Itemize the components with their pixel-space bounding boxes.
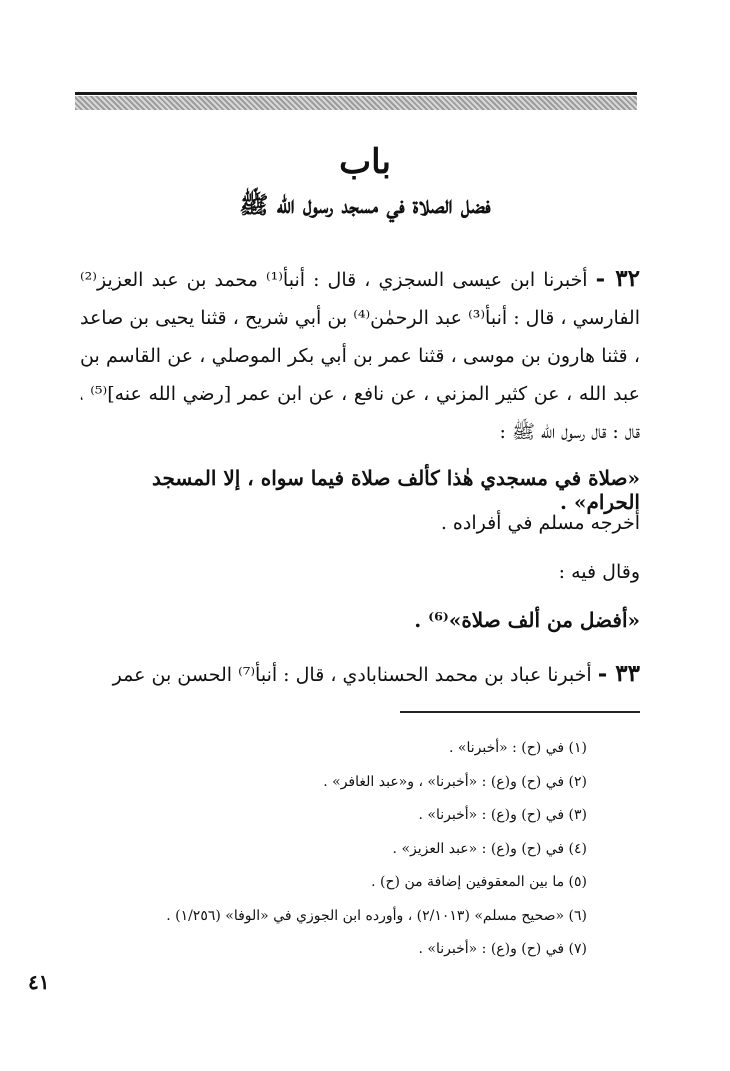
hadith-32-paragraph bbox=[80, 260, 640, 451]
footnote-3: (٣) في (ح) و(ع) : «أخبرنا» . bbox=[418, 807, 587, 823]
footnote-4: (٤) في (ح) و(ع) : «عبد العزيز» . bbox=[392, 840, 587, 857]
footnote-5: (٥) ما بين المعقوفين إضافة من (ح) . bbox=[371, 874, 587, 890]
header-ornament-band bbox=[75, 96, 637, 110]
footnote-6: (٦) «صحيح مسلم» (٢/١٠١٣) ، وأورده ابن الجوزي في «الوفا» (١/٢٥٦) . bbox=[166, 907, 587, 924]
footnote-separator bbox=[400, 711, 640, 713]
chapter-heading: باب bbox=[339, 142, 391, 182]
footnotes bbox=[137, 732, 587, 967]
hadith-33-paragraph bbox=[80, 660, 640, 687]
footnote-2: (٢) في (ح) و(ع) : «أخبرنا» ، و«عبد الغافر» . bbox=[323, 773, 587, 790]
footnote-7: (٧) في (ح) و(ع) : «أخبرنا» . bbox=[418, 941, 587, 957]
hadith-33-number: ٣٣ - bbox=[597, 660, 640, 687]
hadith-32-quote: «صلاة في مسجدي هٰذا كألف صلاة فيما سواه ، إلا المسجد الحرام» . bbox=[151, 466, 640, 514]
page-number: ٤١ bbox=[28, 970, 50, 994]
header-rule bbox=[75, 92, 637, 95]
hadith-32-variant: «أفضل من ألف صلاة»⁽⁶⁾ . bbox=[414, 608, 640, 632]
hadith-32-said: وقال فيه : bbox=[558, 561, 640, 583]
hadith-32-number: ٣٢ - bbox=[595, 265, 640, 292]
footnote-1: (١) في (ح) : «أخبرنا» . bbox=[449, 740, 587, 756]
chapter-title: فضل الصلاة في مسجد رسول الله ﷺ bbox=[239, 190, 491, 219]
hadith-33-text: أخبرنا عباد بن محمد الحسنابادي ، قال : أنبأ⁽⁷⁾ الحسن بن عمر bbox=[112, 664, 592, 686]
hadith-32-text: أخبرنا ابن عيسى السجزي ، قال : أنبأ⁽¹⁾ محمد بن عبد العزيز⁽²⁾ الفارسي ، قال : أنبأ⁽³⁾ عبد الرحمٰن⁽⁴⁾ بن أبي شريح ، قثنا يحيى بن صاعد ، قثنا هارون بن موسى ، قثنا عمر بن أبي بكر الموصلي ، عن القاسم بن عبد الله ، عن كثير المزني ، عن نافع ، عن ابن عمر [رضي الله عنه]⁽⁵⁾ ، قال : قال رسول الله ﷺ : bbox=[80, 269, 641, 443]
hadith-32-source: أخرجه مسلم في أفراده . bbox=[440, 512, 640, 534]
